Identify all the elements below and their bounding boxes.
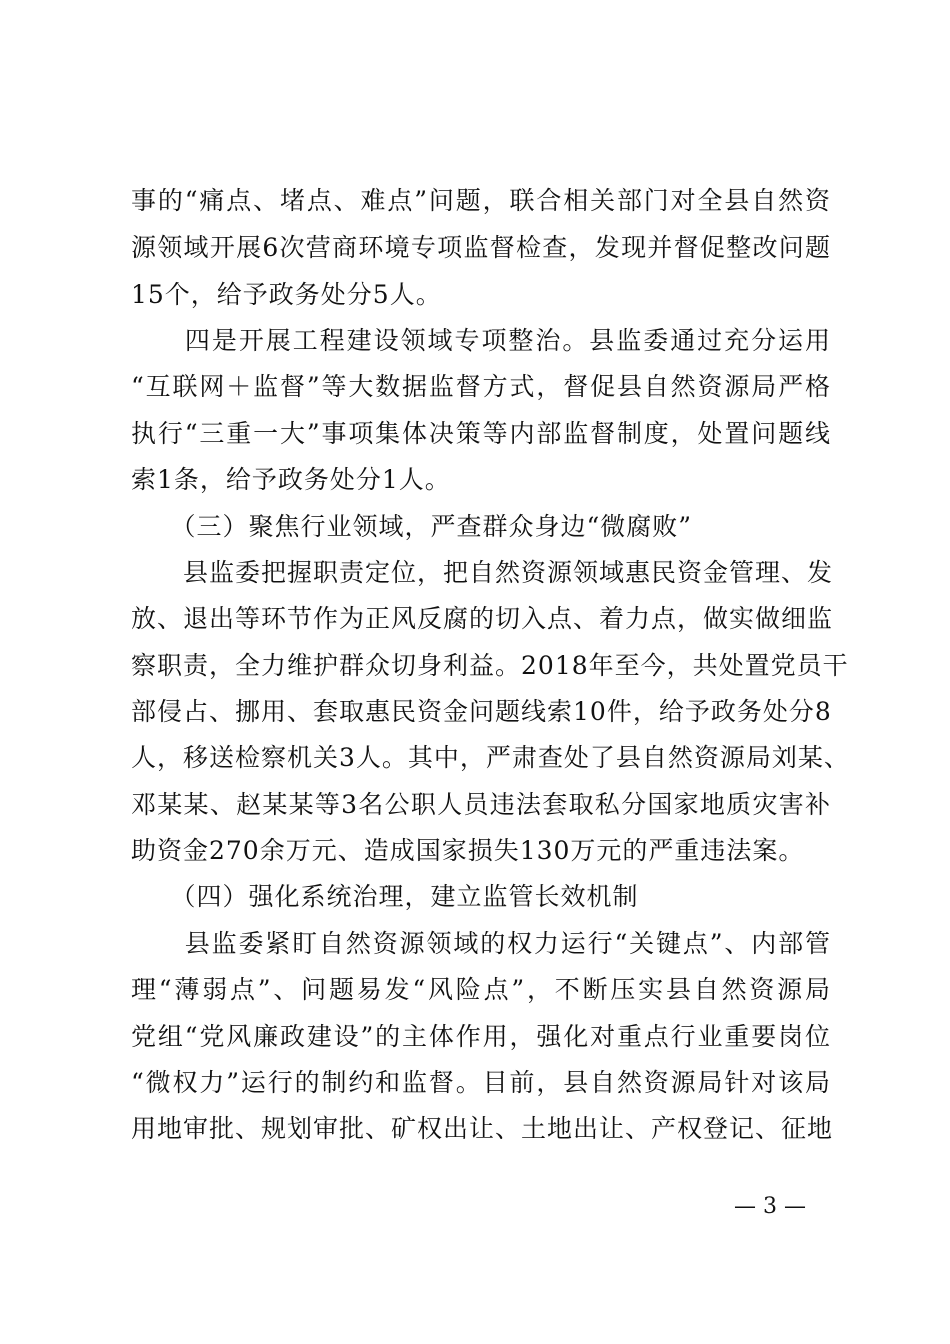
text-line: 索1条，给予政务处分1人。 (131, 465, 451, 494)
text-line: 部侵占、挪用、套取惠民资金问题线索10件，给予政务处分8 (131, 697, 832, 726)
text-line: 县监委紧盯自然资源领域的权力运行“关键点”、内部管 (131, 929, 831, 958)
text-line: 人，移送检察机关3人。其中，严肃查处了县自然资源局刘某、 (131, 743, 850, 772)
text-line: 党组“党风廉政建设”的主体作用，强化对重点行业重要岗位 (131, 1022, 831, 1051)
text-line: 用地审批、规划审批、矿权出让、土地出让、产权登记、征地 (131, 1114, 834, 1143)
text-line: “微权力”运行的制约和监督。目前，县自然资源局针对该局 (131, 1068, 831, 1097)
section-heading: （三）聚焦行业领域，严查群众身边“微腐败” (131, 512, 693, 541)
text-line: “互联网＋监督”等大数据监督方式，督促县自然资源局严格 (131, 372, 831, 401)
section-heading: （四）强化系统治理，建立监管长效机制 (131, 882, 639, 911)
text-line: 察职责，全力维护群众切身利益。2018年至今，共处置党员干 (131, 651, 849, 680)
page-number: — 3 — (734, 1194, 806, 1219)
text-line: 助资金270余万元、造成国家损失130万元的严重违法案。 (131, 836, 805, 865)
text-line: 放、退出等环节作为正风反腐的切入点、着力点，做实做细监 (131, 604, 834, 633)
text-line: 源领域开展6次营商环境专项监督检查，发现并督促整改问题 (131, 233, 831, 262)
text-line: 理“薄弱点”、问题易发“风险点”，不断压实县自然资源局 (131, 975, 831, 1004)
text-line: 四是开展工程建设领域专项整治。县监委通过充分运用 (131, 326, 831, 355)
text-line: 事的“痛点、堵点、难点”问题，联合相关部门对全县自然资 (131, 186, 831, 215)
text-line: 15个，给予政务处分5人。 (131, 280, 442, 309)
text-line: 执行“三重一大”事项集体决策等内部监督制度，处置问题线 (131, 419, 831, 448)
text-line: 县监委把握职责定位，把自然资源领域惠民资金管理、发 (131, 558, 834, 587)
text-line: 邓某某、赵某某等3名公职人员违法套取私分国家地质灾害补 (131, 790, 831, 819)
